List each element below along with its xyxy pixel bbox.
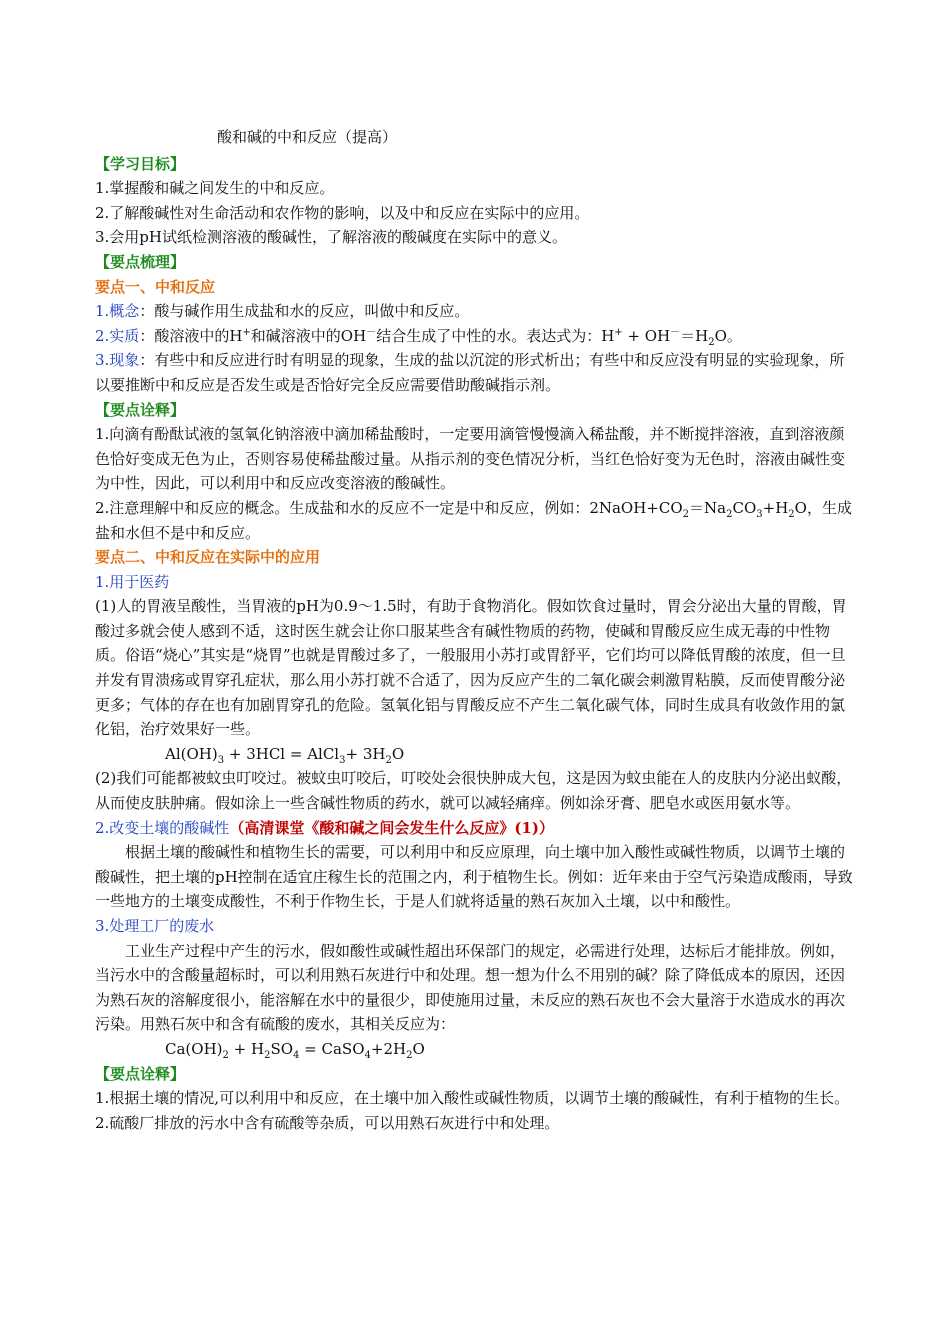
essence-text: + OH <box>622 326 671 345</box>
phenomenon-text: ：有些中和反应进行时有明显的现象，生成的盐以沉淀的形式析出；有些中和反应没有明显的实验现象，所以要推断中和反应是否发生或是否恰好完全反应需要借助酸碱指示剂。 <box>95 351 845 394</box>
subscript: 2 <box>682 508 690 520</box>
superscript: － <box>670 326 681 338</box>
superscript: + <box>614 326 623 338</box>
essence-label: 2.实质 <box>95 326 140 345</box>
concept-label: 1.概念 <box>95 302 140 321</box>
subscript: 2 <box>222 1049 229 1061</box>
equation-text: +2H <box>370 1039 407 1058</box>
subscript: 4 <box>364 1049 371 1061</box>
subscript: 3 <box>217 754 225 766</box>
subscript: 4 <box>293 1049 300 1061</box>
essence-paragraph <box>95 324 855 349</box>
subscript: 3 <box>756 508 763 520</box>
equation-text: O <box>412 1039 425 1058</box>
notes-text: +H <box>762 498 789 517</box>
superscript: + <box>242 326 251 338</box>
essence-text: ：酸溶液中的H <box>139 326 243 345</box>
notes-text: ＝Na <box>689 498 727 517</box>
notes2-heading: 【要点诠释】 <box>95 1064 186 1083</box>
equation-text: = CaSO <box>299 1039 365 1058</box>
soil-heading-line <box>95 816 855 841</box>
notes2-item: 1.根据土壤的情况,可以利用中和反应，在土壤中加入酸性或碱性物质，以调节土壤的酸碱性，有利于植物的生长。 <box>95 1089 850 1108</box>
subscript: 2 <box>264 1049 271 1061</box>
goals-heading: 【学习目标】 <box>95 154 186 173</box>
superscript: － <box>366 326 377 338</box>
notes-text: 2.注意理解中和反应的概念。生成盐和水的反应不一定是中和反应，例如：2NaOH+CO <box>95 498 683 517</box>
goal-item: 3.会用pH试纸检测溶液的酸碱性，了解溶液的酸碱度在实际中的意义。 <box>95 228 567 247</box>
goal-item: 1.掌握酸和碱之间发生的中和反应。 <box>95 179 335 198</box>
waste-paragraph: 工业生产过程中产生的污水，假如酸性或碱性超出环保部门的规定，必需进行处理，达标后才能排放。例如，当污水中的含酸量超标时，可以利用熟石灰进行中和处理。想一想为什么不用别的碱？除了降低成本的原因，还因为熟石灰的溶解度很小，能溶解在水中的量很少，即使施用过量，未反应的熟石灰也不会大量溶于水造成水的再次污染。用熟石灰中和含有硫酸的废水，其相关反应为： <box>95 941 846 1034</box>
equation-text: SO <box>270 1039 294 1058</box>
equation-text: + 3H <box>345 744 386 763</box>
point2-heading: 要点二、中和反应在实际中的应用 <box>95 548 321 567</box>
notes-text: CO <box>732 498 757 517</box>
medicine-paragraph-1: (1)人的胃液呈酸性，当胃液的pH为0.9～1.5时，有助于食物消化。假如饮食过量时，胃会分泌出大量的胃酸，胃酸过多就会使人感到不适，这时医生就会让你口服某些含有碱性物质的药物，使碱和胃酸反应生成无毒的中性物质。俗语“烧心”其实是“烧胃”也就是胃酸过多了，一般服用小苏打或胃舒平，它们均可以降低胃酸的浓度，但一旦并发有胃溃疡或胃穿孔症状，那么用小苏打就不合适了，因为反应产生的二氧化碳会刺激胃粘膜，反而使胃酸分泌更多；气体的存在也有加剧胃穿孔的危险。氢氧化铝与胃酸反应不产生二氧化碳气体，同时生成具有收敛作用的氯化铝，治疗效果好一些。 <box>95 597 847 739</box>
soil-paragraph: 根据土壤的酸碱性和植物生长的需要，可以利用中和反应原理，向土壤中加入酸性或碱性物质，以调节土壤的酸碱性，把土壤的pH控制在适宜庄稼生长的范围之内，利于植物生长。例如：近年来由于空气污染造成酸雨，导致一些地方的土壤变成酸性，不利于作物生长，于是人们就将适量的熟石灰加入土壤，以中和酸性。 <box>95 843 853 911</box>
waste-heading: 3.处理工厂的废水 <box>95 917 215 935</box>
concept-text: ：酸与碱作用生成盐和水的反应，叫做中和反应。 <box>139 302 470 321</box>
notes1-item: 1.向滴有酚酞试液的氢氧化钠溶液中滴加稀盐酸时，一定要用滴管慢慢滴入稀盐酸，并不断搅拌溶液，直到溶液颜色恰好变成无色为止，否则容易使稀盐酸过量。从指示剂的变色情况分析，当红色恰好变为无色时，溶液由碱性变为中性，因此，可以利用中和反应改变溶液的酸碱性。 <box>95 425 846 493</box>
essence-text: O。 <box>714 326 742 345</box>
subscript: 2 <box>726 508 733 520</box>
medicine-paragraph-2: (2)我们可能都被蚊虫叮咬过。被蚊虫叮咬后，叮咬处会很快肿成大包，这是因为蚊虫能在人的皮肤内分泌出蚁酸，从而使皮肤肿痛。假如涂上一些含碱性物质的药水，就可以减轻痛痒。例如涂牙膏、肥皂水或医用氨水等。 <box>95 769 852 813</box>
subscript: 2 <box>385 754 392 766</box>
medicine-heading: 1.用于医药 <box>95 572 170 591</box>
equation-calcium-hydroxide <box>95 1037 855 1062</box>
subscript: 2 <box>406 1049 413 1061</box>
summary-heading: 【要点梳理】 <box>95 252 186 271</box>
equation-text: O <box>391 744 405 763</box>
subscript: 2 <box>708 336 715 348</box>
phenomenon-label: 3.现象 <box>95 351 140 370</box>
soil-course-link[interactable]: （高清课堂《酸和碱之间会发生什么反应》(1)） <box>229 818 554 837</box>
equation-text: Al(OH) <box>165 744 218 763</box>
notes2-item: 2.硫酸厂排放的污水中含有硫酸等杂质，可以用熟石灰进行中和处理。 <box>95 1113 560 1132</box>
equation-aluminum-hydroxide <box>95 742 855 767</box>
concept-paragraph <box>95 299 855 324</box>
essence-text: 和碱溶液中的OH <box>250 326 367 345</box>
equation-text: Ca(OH) <box>165 1039 223 1058</box>
notes-text: O，生成盐和水但不是中和反应。 <box>95 498 852 542</box>
goal-item: 2.了解酸碱性对生命活动和农作物的影响，以及中和反应在实际中的应用。 <box>95 203 590 222</box>
essence-text: ＝H <box>680 326 709 345</box>
subscript: 2 <box>788 508 795 520</box>
essence-text: 结合生成了中性的水。表达式为：H <box>376 326 615 345</box>
notes1-item <box>95 496 855 545</box>
page-title: 酸和碱的中和反应（提高） <box>217 128 398 146</box>
equation-text: + 3HCl = AlCl <box>224 744 340 763</box>
point1-heading: 要点一、中和反应 <box>95 277 216 296</box>
subscript: 3 <box>339 754 346 766</box>
soil-heading: 2.改变土壤的酸碱性 <box>95 818 230 837</box>
phenomenon-paragraph <box>95 348 855 397</box>
notes1-heading: 【要点诠释】 <box>95 400 186 419</box>
equation-text: + H <box>228 1039 265 1058</box>
